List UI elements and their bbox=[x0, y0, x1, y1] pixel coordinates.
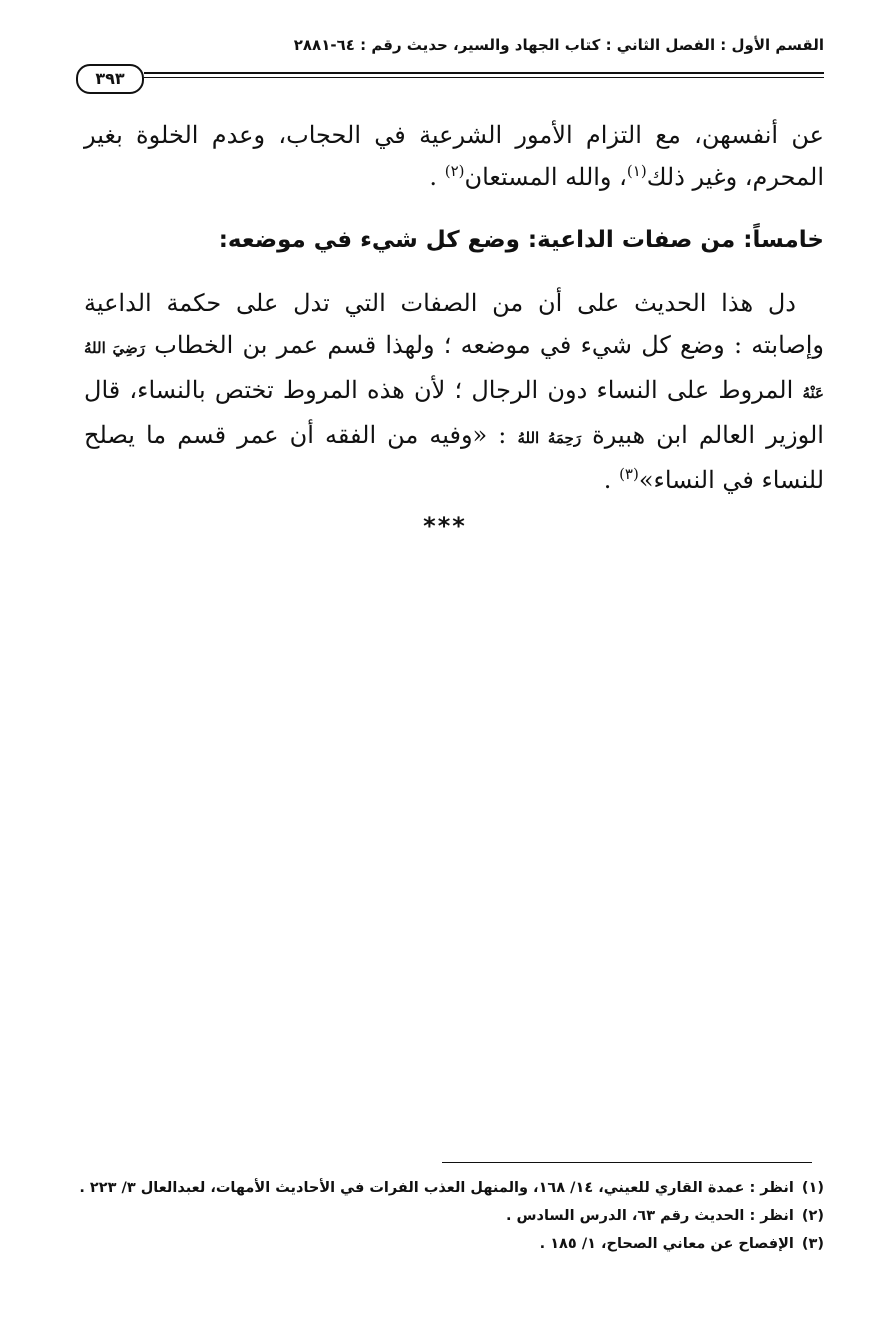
footnote-reference[interactable]: (٢) bbox=[444, 162, 465, 180]
paragraph-text: دل هذا الحديث على أن من الصفات التي تدل على حكمة الداعية وإصابته : bbox=[84, 289, 825, 359]
footnote-marker: (١) bbox=[801, 1180, 824, 1196]
honorific-glyph: رَضِيَ اللهُ عَنْهُ bbox=[84, 339, 824, 402]
paragraph-text: النساء دون الرجال ؛ لأن هذه المروط تختص بالنساء، قال الوزير العالم ابن bbox=[84, 376, 824, 449]
footnote-item bbox=[64, 1202, 824, 1230]
footnote-marker: (٣) bbox=[801, 1236, 824, 1252]
footnotes bbox=[64, 1174, 824, 1258]
footnote-reference[interactable]: (١) bbox=[626, 162, 647, 180]
footnote-text: الإفصاح عن معاني الصحاح، ١/ ١٨٥ . bbox=[539, 1236, 794, 1252]
running-header: القسم الأول : الفصل الثاني : كتاب الجهاد والسير، حديث رقم : ٦٤-٢٨٨١ bbox=[293, 36, 824, 54]
paragraph-continuation bbox=[84, 114, 824, 198]
paragraph-text: . bbox=[603, 466, 612, 494]
footnote-text: انظر : عمدة القاري للعيني، ١٤/ ١٦٨، والمنهل العذب الفرات في الأحاديث الأمهات، لعبدالعال ٣/ ٢٢٣ . bbox=[79, 1180, 794, 1196]
footnote-rule bbox=[442, 1162, 812, 1163]
footnote-text: انظر : الحديث رقم ٦٣، الدرس السادس . bbox=[505, 1208, 794, 1224]
paragraph-text: هبيرة bbox=[592, 421, 646, 449]
footnote-item bbox=[64, 1230, 824, 1258]
paragraph-text: ، والله المستعان bbox=[464, 163, 627, 191]
paragraph-text: المروط على bbox=[666, 376, 794, 404]
section-heading: خامساً: من صفات الداعية: وضع كل شيء في موضعه: bbox=[218, 227, 824, 253]
paragraph-text: وضع كل شيء في موضعه ؛ ولهذا قسم عمر بن الخطاب bbox=[154, 331, 725, 359]
footnote-item bbox=[64, 1174, 824, 1202]
header-rule bbox=[144, 72, 824, 74]
paragraph-text: . bbox=[429, 163, 438, 191]
section-separator: *** bbox=[423, 512, 467, 540]
honorific-glyph: رَحِمَهُ اللهُ bbox=[517, 429, 582, 447]
footnote-marker: (٢) bbox=[801, 1208, 824, 1224]
paragraph-text: عن أنفسهن، مع التزام الأمور الشرعية في الحجاب، وعدم الخلوة بغير bbox=[84, 121, 824, 149]
footnote-reference[interactable]: (٣) bbox=[619, 465, 639, 483]
page-number: ٣٩٣ bbox=[76, 64, 144, 94]
paragraph bbox=[84, 282, 824, 501]
paragraph-text: : «وفيه من الفقه أن عمر قسم ما يصلح للنساء في النساء» bbox=[84, 421, 824, 494]
paragraph-text: المحرم، وغير ذلك bbox=[646, 163, 824, 191]
